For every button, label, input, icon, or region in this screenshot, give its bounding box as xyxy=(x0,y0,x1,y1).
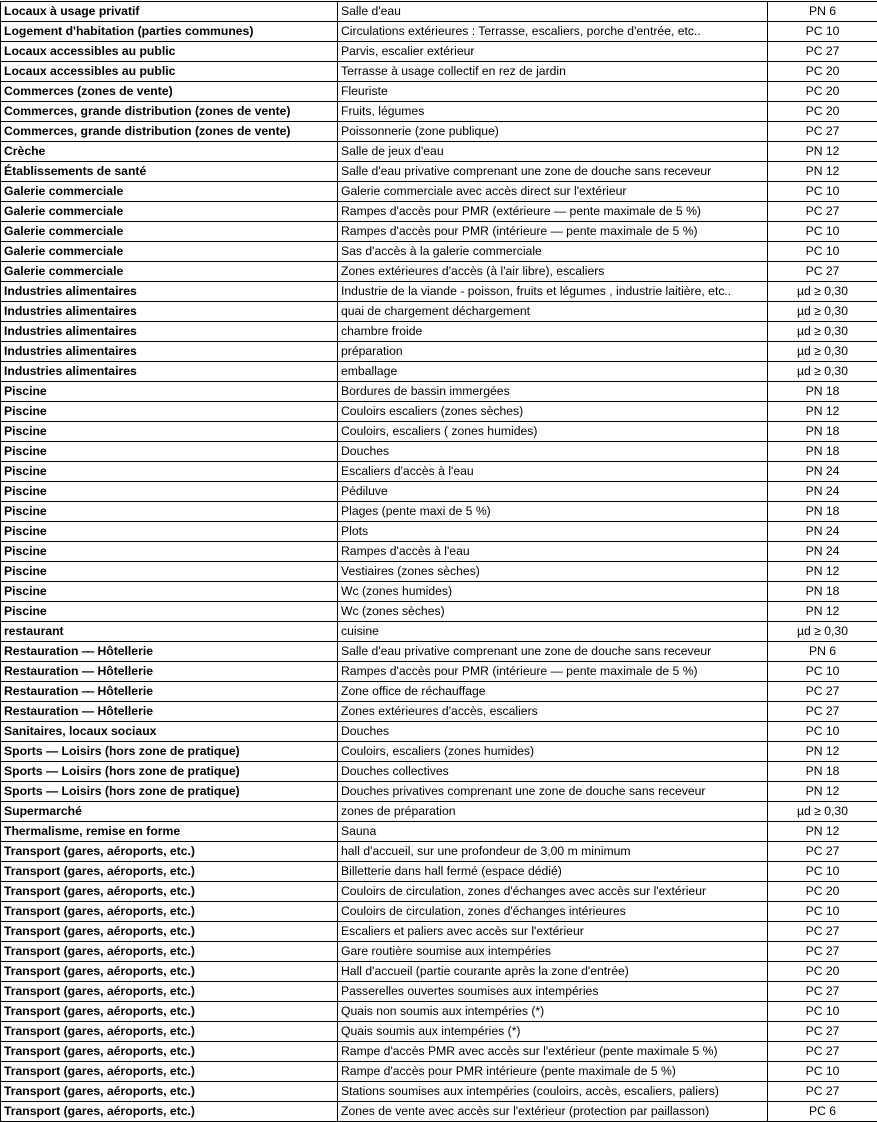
category-cell: Crèche xyxy=(1,142,338,162)
description-cell: Pédiluve xyxy=(338,482,768,502)
category-cell: Transport (gares, aéroports, etc.) xyxy=(1,1042,338,1062)
table-row xyxy=(1,322,877,342)
description-cell: emballage xyxy=(338,362,768,382)
table-row xyxy=(1,662,877,682)
table-row xyxy=(1,562,877,582)
category-cell: Locaux accessibles au public xyxy=(1,42,338,62)
table-row xyxy=(1,742,877,762)
description-cell: chambre froide xyxy=(338,322,768,342)
description-cell: Zones de vente avec accès sur l'extérieur (protection par paillasson) xyxy=(338,1102,768,1122)
classification-cell: PN 12 xyxy=(768,782,877,802)
description-cell: préparation xyxy=(338,342,768,362)
classification-cell: PC 27 xyxy=(768,42,877,62)
category-cell: Piscine xyxy=(1,542,338,562)
table-row xyxy=(1,582,877,602)
table-row xyxy=(1,642,877,662)
description-cell: quai de chargement déchargement xyxy=(338,302,768,322)
classification-cell: PC 10 xyxy=(768,182,877,202)
classification-cell: PN 12 xyxy=(768,162,877,182)
category-cell: Transport (gares, aéroports, etc.) xyxy=(1,902,338,922)
table-row xyxy=(1,842,877,862)
description-cell: Douches xyxy=(338,722,768,742)
table-row xyxy=(1,282,877,302)
classification-cell: PN 12 xyxy=(768,402,877,422)
description-cell: Galerie commerciale avec accès direct sur l'extérieur xyxy=(338,182,768,202)
description-cell: Rampes d'accès pour PMR (intérieure — pente maximale de 5 %) xyxy=(338,222,768,242)
table-row xyxy=(1,802,877,822)
category-cell: Restauration — Hôtellerie xyxy=(1,682,338,702)
classification-cell: PN 18 xyxy=(768,422,877,442)
category-cell: Restauration — Hôtellerie xyxy=(1,702,338,722)
table-row xyxy=(1,42,877,62)
description-cell: Couloirs de circulation, zones d'échanges avec accès sur l'extérieur xyxy=(338,882,768,902)
table-row xyxy=(1,602,877,622)
description-cell: Rampes d'accès pour PMR (extérieure — pente maximale de 5 %) xyxy=(338,202,768,222)
classification-cell: PN 18 xyxy=(768,502,877,522)
table-row xyxy=(1,522,877,542)
classification-cell: PC 27 xyxy=(768,202,877,222)
category-cell: Galerie commerciale xyxy=(1,242,338,262)
classification-cell: PN 18 xyxy=(768,442,877,462)
description-cell: Escaliers et paliers avec accès sur l'extérieur xyxy=(338,922,768,942)
description-cell: Industrie de la viande - poisson, fruits et légumes , industrie laitière, etc.. xyxy=(338,282,768,302)
description-cell: Sas d'accès à la galerie commerciale xyxy=(338,242,768,262)
table-row xyxy=(1,782,877,802)
category-cell: Transport (gares, aéroports, etc.) xyxy=(1,1002,338,1022)
table-row xyxy=(1,1102,877,1122)
table-row xyxy=(1,82,877,102)
category-cell: Logement d'habitation (parties communes) xyxy=(1,22,338,42)
table-row xyxy=(1,862,877,882)
table-row xyxy=(1,762,877,782)
description-cell: zones de préparation xyxy=(338,802,768,822)
category-cell: Transport (gares, aéroports, etc.) xyxy=(1,962,338,982)
description-cell: cuisine xyxy=(338,622,768,642)
category-cell: Restauration — Hôtellerie xyxy=(1,662,338,682)
category-cell: Piscine xyxy=(1,422,338,442)
table-row xyxy=(1,142,877,162)
category-cell: Industries alimentaires xyxy=(1,322,338,342)
classification-cell: PC 27 xyxy=(768,842,877,862)
description-cell: Zone office de réchauffage xyxy=(338,682,768,702)
category-cell: Supermarché xyxy=(1,802,338,822)
classification-cell: PC 20 xyxy=(768,962,877,982)
category-cell: Piscine xyxy=(1,442,338,462)
classification-cell: PC 27 xyxy=(768,1042,877,1062)
classification-cell: PN 24 xyxy=(768,522,877,542)
table-row xyxy=(1,622,877,642)
category-cell: Sanitaires, locaux sociaux xyxy=(1,722,338,742)
classification-cell: µd ≥ 0,30 xyxy=(768,302,877,322)
table-row xyxy=(1,382,877,402)
classification-cell: PN 12 xyxy=(768,822,877,842)
table-row xyxy=(1,502,877,522)
category-cell: Piscine xyxy=(1,482,338,502)
classification-cell: PC 10 xyxy=(768,1002,877,1022)
description-cell: Gare routière soumise aux intempéries xyxy=(338,942,768,962)
table-row xyxy=(1,1082,877,1102)
table-row xyxy=(1,962,877,982)
description-cell: Sauna xyxy=(338,822,768,842)
description-cell: Wc (zones sèches) xyxy=(338,602,768,622)
table-row xyxy=(1,702,877,722)
classification-cell: µd ≥ 0,30 xyxy=(768,322,877,342)
classification-cell: PN 12 xyxy=(768,142,877,162)
table-row xyxy=(1,942,877,962)
classification-cell: PC 10 xyxy=(768,862,877,882)
classification-cell: PC 20 xyxy=(768,62,877,82)
classification-cell: PN 12 xyxy=(768,562,877,582)
category-cell: Transport (gares, aéroports, etc.) xyxy=(1,942,338,962)
description-cell: Salle d'eau privative comprenant une zone de douche sans receveur xyxy=(338,162,768,182)
category-cell: Locaux accessibles au public xyxy=(1,62,338,82)
table-row xyxy=(1,462,877,482)
category-cell: Transport (gares, aéroports, etc.) xyxy=(1,1102,338,1122)
classification-cell: PC 10 xyxy=(768,242,877,262)
classification-cell: PC 27 xyxy=(768,122,877,142)
category-cell: Industries alimentaires xyxy=(1,342,338,362)
category-cell: Transport (gares, aéroports, etc.) xyxy=(1,1022,338,1042)
classification-cell: µd ≥ 0,30 xyxy=(768,362,877,382)
description-cell: Rampe d'accès PMR avec accès sur l'extérieur (pente maximale 5 %) xyxy=(338,1042,768,1062)
classification-cell: PC 6 xyxy=(768,1102,877,1122)
description-cell: Douches xyxy=(338,442,768,462)
description-cell: Rampes d'accès pour PMR (intérieure — pente maximale de 5 %) xyxy=(338,662,768,682)
category-cell: Transport (gares, aéroports, etc.) xyxy=(1,882,338,902)
classification-cell: PC 27 xyxy=(768,1022,877,1042)
classification-cell: PC 27 xyxy=(768,702,877,722)
category-cell: Piscine xyxy=(1,402,338,422)
category-cell: Transport (gares, aéroports, etc.) xyxy=(1,922,338,942)
table-row xyxy=(1,682,877,702)
classification-cell: PC 10 xyxy=(768,902,877,922)
description-cell: Wc (zones humides) xyxy=(338,582,768,602)
table-row xyxy=(1,902,877,922)
category-cell: Galerie commerciale xyxy=(1,182,338,202)
classification-cell: PN 12 xyxy=(768,742,877,762)
table-row xyxy=(1,342,877,362)
classification-cell: PN 18 xyxy=(768,382,877,402)
classification-cell: PC 20 xyxy=(768,102,877,122)
category-cell: Industries alimentaires xyxy=(1,302,338,322)
category-cell: Transport (gares, aéroports, etc.) xyxy=(1,842,338,862)
description-cell: Plages (pente maxi de 5 %) xyxy=(338,502,768,522)
classification-cell: µd ≥ 0,30 xyxy=(768,342,877,362)
description-cell: Salle d'eau privative comprenant une zone de douche sans receveur xyxy=(338,642,768,662)
description-cell: Couloirs, escaliers ( zones humides) xyxy=(338,422,768,442)
classification-cell: PC 10 xyxy=(768,222,877,242)
table-row xyxy=(1,882,877,902)
description-cell: Zones extérieures d'accès (à l'air libre), escaliers xyxy=(338,262,768,282)
category-cell: Transport (gares, aéroports, etc.) xyxy=(1,1062,338,1082)
classification-cell: PC 10 xyxy=(768,662,877,682)
category-cell: Sports — Loisirs (hors zone de pratique) xyxy=(1,782,338,802)
description-cell: Circulations extérieures : Terrasse, escaliers, porche d'entrée, etc.. xyxy=(338,22,768,42)
description-cell: Quais non soumis aux intempéries (*) xyxy=(338,1002,768,1022)
table-row xyxy=(1,242,877,262)
category-cell: Commerces (zones de vente) xyxy=(1,82,338,102)
classification-cell: PN 6 xyxy=(768,642,877,662)
category-cell: Industries alimentaires xyxy=(1,362,338,382)
classification-cell: PC 20 xyxy=(768,82,877,102)
table-row xyxy=(1,822,877,842)
description-cell: Couloirs de circulation, zones d'échanges intérieures xyxy=(338,902,768,922)
classification-cell: µd ≥ 0,30 xyxy=(768,622,877,642)
category-cell: Commerces, grande distribution (zones de vente) xyxy=(1,122,338,142)
classification-cell: PN 24 xyxy=(768,542,877,562)
category-cell: Galerie commerciale xyxy=(1,262,338,282)
classification-cell: PN 24 xyxy=(768,462,877,482)
table-row xyxy=(1,982,877,1002)
description-cell: Couloirs, escaliers (zones humides) xyxy=(338,742,768,762)
table-row xyxy=(1,202,877,222)
category-cell: Industries alimentaires xyxy=(1,282,338,302)
classification-cell: µd ≥ 0,30 xyxy=(768,282,877,302)
classification-cell: PC 10 xyxy=(768,722,877,742)
description-cell: Couloirs escaliers (zones sèches) xyxy=(338,402,768,422)
category-cell: Locaux à usage privatif xyxy=(1,2,338,22)
description-cell: Douches collectives xyxy=(338,762,768,782)
table-row xyxy=(1,102,877,122)
description-cell: Billetterie dans hall fermé (espace dédié) xyxy=(338,862,768,882)
description-cell: hall d'accueil, sur une profondeur de 3,00 m minimum xyxy=(338,842,768,862)
table-row xyxy=(1,182,877,202)
description-cell: Rampe d'accès pour PMR intérieure (pente maximale de 5 %) xyxy=(338,1062,768,1082)
category-cell: Restauration — Hôtellerie xyxy=(1,642,338,662)
classification-cell: PC 27 xyxy=(768,262,877,282)
classification-cell: PC 27 xyxy=(768,682,877,702)
table-row xyxy=(1,62,877,82)
category-cell: Piscine xyxy=(1,462,338,482)
category-cell: Piscine xyxy=(1,522,338,542)
description-cell: Fruits, légumes xyxy=(338,102,768,122)
description-cell: Fleuriste xyxy=(338,82,768,102)
classification-cell: PN 18 xyxy=(768,582,877,602)
classification-cell: PN 6 xyxy=(768,2,877,22)
category-cell: Piscine xyxy=(1,582,338,602)
category-cell: Commerces, grande distribution (zones de vente) xyxy=(1,102,338,122)
category-cell: Transport (gares, aéroports, etc.) xyxy=(1,982,338,1002)
category-cell: Galerie commerciale xyxy=(1,222,338,242)
classification-cell: PC 10 xyxy=(768,1062,877,1082)
category-cell: Sports — Loisirs (hors zone de pratique) xyxy=(1,762,338,782)
description-cell: Passerelles ouvertes soumises aux intempéries xyxy=(338,982,768,1002)
classification-cell: PN 24 xyxy=(768,482,877,502)
description-cell: Terrasse à usage collectif en rez de jardin xyxy=(338,62,768,82)
description-cell: Salle de jeux d'eau xyxy=(338,142,768,162)
table-row xyxy=(1,482,877,502)
table-row xyxy=(1,122,877,142)
table-row xyxy=(1,362,877,382)
classification-cell: PC 27 xyxy=(768,982,877,1002)
description-cell: Zones extérieures d'accès, escaliers xyxy=(338,702,768,722)
table-row xyxy=(1,262,877,282)
table-row xyxy=(1,162,877,182)
table-row xyxy=(1,302,877,322)
category-cell: Piscine xyxy=(1,602,338,622)
table-row xyxy=(1,402,877,422)
category-cell: Galerie commerciale xyxy=(1,202,338,222)
category-cell: restaurant xyxy=(1,622,338,642)
table-body xyxy=(1,2,877,1122)
category-cell: Transport (gares, aéroports, etc.) xyxy=(1,1082,338,1102)
category-cell: Piscine xyxy=(1,562,338,582)
classification-table xyxy=(0,1,877,1122)
table-row xyxy=(1,542,877,562)
classification-cell: PC 10 xyxy=(768,22,877,42)
category-cell: Établissements de santé xyxy=(1,162,338,182)
description-cell: Rampes d'accès à l'eau xyxy=(338,542,768,562)
classification-cell: PC 20 xyxy=(768,882,877,902)
table-row xyxy=(1,1062,877,1082)
table-row xyxy=(1,1022,877,1042)
description-cell: Poissonnerie (zone publique) xyxy=(338,122,768,142)
table-row xyxy=(1,2,877,22)
classification-cell: PC 27 xyxy=(768,922,877,942)
table-row xyxy=(1,1002,877,1022)
description-cell: Plots xyxy=(338,522,768,542)
table-row xyxy=(1,922,877,942)
table-row xyxy=(1,722,877,742)
table-row xyxy=(1,222,877,242)
table-row xyxy=(1,422,877,442)
classification-cell: PC 27 xyxy=(768,1082,877,1102)
category-cell: Sports — Loisirs (hors zone de pratique) xyxy=(1,742,338,762)
table-row xyxy=(1,1042,877,1062)
classification-cell: PN 12 xyxy=(768,602,877,622)
description-cell: Parvis, escalier extérieur xyxy=(338,42,768,62)
category-cell: Thermalisme, remise en forme xyxy=(1,822,338,842)
classification-cell: PN 18 xyxy=(768,762,877,782)
description-cell: Salle d'eau xyxy=(338,2,768,22)
description-cell: Vestiaires (zones sèches) xyxy=(338,562,768,582)
description-cell: Douches privatives comprenant une zone de douche sans receveur xyxy=(338,782,768,802)
table-row xyxy=(1,442,877,462)
classification-cell: PC 27 xyxy=(768,942,877,962)
category-cell: Transport (gares, aéroports, etc.) xyxy=(1,862,338,882)
classification-cell: µd ≥ 0,30 xyxy=(768,802,877,822)
category-cell: Piscine xyxy=(1,502,338,522)
category-cell: Piscine xyxy=(1,382,338,402)
description-cell: Quais soumis aux intempéries (*) xyxy=(338,1022,768,1042)
description-cell: Bordures de bassin immergées xyxy=(338,382,768,402)
description-cell: Hall d'accueil (partie courante après la zone d'entrée) xyxy=(338,962,768,982)
description-cell: Stations soumises aux intempéries (couloirs, accès, escaliers, paliers) xyxy=(338,1082,768,1102)
table-row xyxy=(1,22,877,42)
description-cell: Escaliers d'accès à l'eau xyxy=(338,462,768,482)
